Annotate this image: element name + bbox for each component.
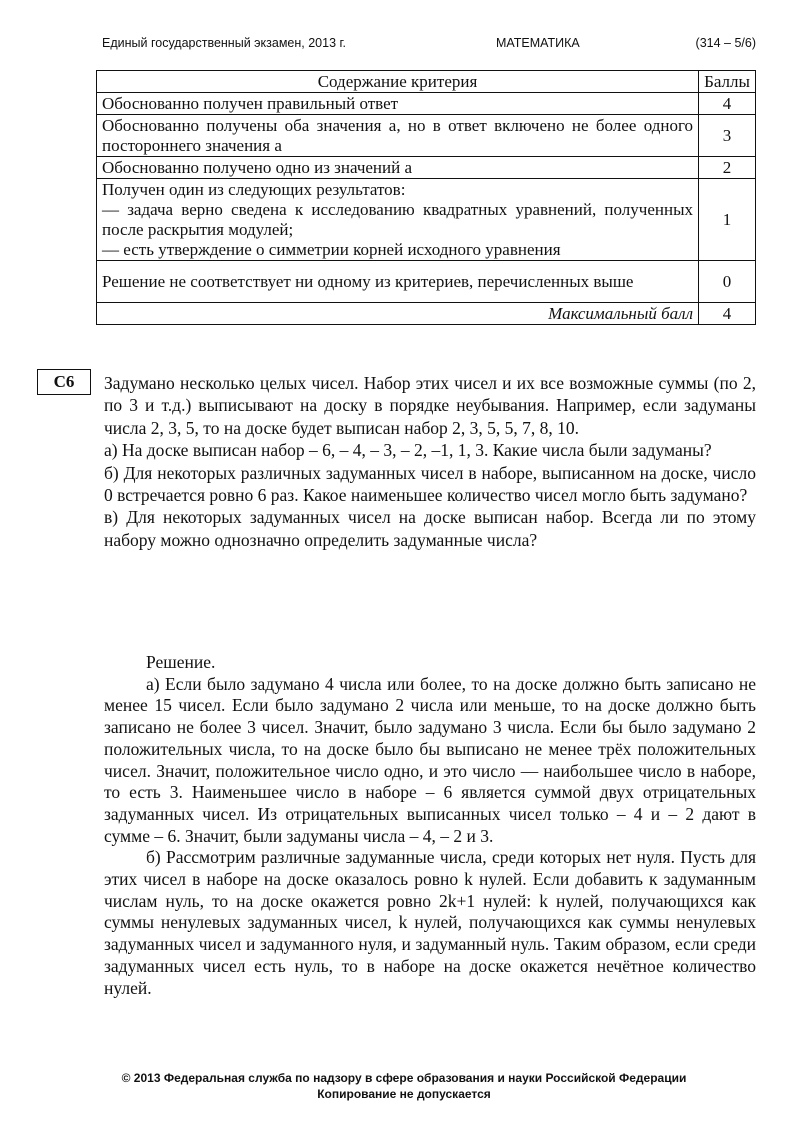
header-variant-code: (314 – 5/6) <box>695 36 756 50</box>
criterion-points: 0 <box>699 261 756 303</box>
criterion-text: Решение не соответствует ни одному из критериев, перечисленных выше <box>97 261 699 303</box>
criterion-line: — задача верно сведена к исследованию квадратных уравнений, полученных после раскрытия модулей; <box>102 199 693 239</box>
criteria-row <box>97 93 756 115</box>
criterion-points: 4 <box>699 93 756 115</box>
criterion-line: Получен один из следующих результатов: <box>102 179 406 199</box>
page-footer <box>0 1070 808 1102</box>
criteria-column-header: Содержание критерия <box>97 71 699 93</box>
footer-notice: Копирование не допускается <box>317 1087 491 1101</box>
task-statement <box>104 372 756 551</box>
max-score-value: 4 <box>699 303 756 325</box>
criterion-text: Обоснованно получены оба значения a, но в ответ включено не более одного постороннего значения a <box>97 115 699 157</box>
solution-part-a: а) Если было задумано 4 числа или более, то на доске должно быть записано не менее 15 чисел. Если было задумано 2 числа или меньше, то на доске должно быть записано не более 3 чисел. Значит, было задумано 3 числа. Если бы было задумано 2 положительных числа, то на доске было бы выписано не менее трёх положительных чисел. Значит, положительное число одно, и это число — наибольшее число в наборе, то есть 3. Наименьшее число в наборе – 6 является суммой двух отрицательных задуманных чисел. Из отрицательных выписанных чисел только – 4 и – 2 дают в сумме – 6. Значит, были задуманы числа – 4, – 2 и 3. <box>104 673 756 846</box>
task-part-a: а) На доске выписан набор – 6, – 4, – 3, – 2, –1, 1, 3. Какие числа были задуманы? <box>104 440 712 461</box>
criterion-points: 3 <box>699 115 756 157</box>
max-score-row <box>97 303 756 325</box>
solution-title: Решение. <box>146 652 216 672</box>
criteria-header-row <box>97 71 756 93</box>
task-intro: Задумано несколько целых чисел. Набор этих чисел и их все возможные суммы (по 2, по 3 и т.д.) выписывают на доску в порядке неубывания. Например, если задуманы числа 2, 3, 5, то на доске будет выписан набор 2, 3, 5, 5, 7, 8, 10. <box>104 373 756 438</box>
header-exam-title: Единый государственный экзамен, 2013 г. <box>102 36 347 50</box>
criterion-points: 2 <box>699 157 756 179</box>
solution <box>104 652 756 999</box>
criterion-text <box>97 179 699 261</box>
task-part-b: б) Для некоторых различных задуманных чисел в наборе, выписанном на доске, число 0 встречается ровно 6 раз. Какое наименьшее количество чисел могло быть задумано? <box>104 462 756 506</box>
criterion-line: — есть утверждение о симметрии корней исходного уравнения <box>102 239 561 259</box>
footer-copyright: © 2013 Федеральная служба по надзору в сфере образования и науки Российской Федерации <box>121 1071 687 1085</box>
criterion-text: Обоснованно получено одно из значений a <box>97 157 699 179</box>
solution-part-b: б) Рассмотрим различные задуманные числа, среди которых нет нуля. Пусть для этих чисел в наборе на доске оказалось ровно k нулей. Если добавить к задуманным числам нуль, то на доске окажется ровно 2k+1 нулей: k нулей, получающихся как суммы ненулевых задуманных чисел, k нулей, получающихся как суммы ненулевых задуманных чисел и задуманного нуля, и задуманный нуль. Таким образом, если среди задуманных чисел есть нуль, то в наборе на доске окажется нечётное количество нулей. <box>104 847 756 998</box>
criteria-row <box>97 115 756 157</box>
max-score-label: Максимальный балл <box>97 303 699 325</box>
task-label-badge: С6 <box>37 369 91 395</box>
criteria-row <box>97 157 756 179</box>
page-header <box>100 36 756 54</box>
criteria-row <box>97 261 756 303</box>
criterion-points: 1 <box>699 179 756 261</box>
header-subject: МАТЕМАТИКА <box>496 36 580 50</box>
points-column-header: Баллы <box>699 71 756 93</box>
task-part-v: в) Для некоторых задуманных чисел на доске выписан набор. Всегда ли по этому набору можно однозначно определить задуманные числа? <box>104 507 756 550</box>
criterion-text: Обоснованно получен правильный ответ <box>97 93 699 115</box>
criteria-row <box>97 179 756 261</box>
criteria-table <box>96 70 756 325</box>
